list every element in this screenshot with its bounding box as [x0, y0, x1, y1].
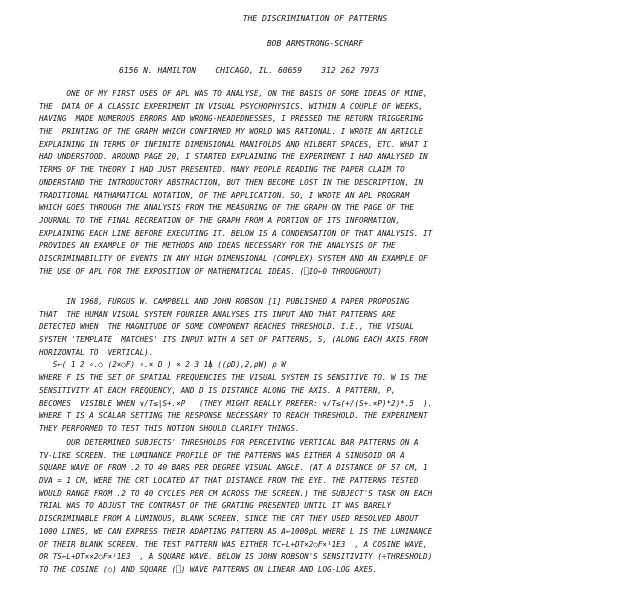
- text-line: EXPLAINING IN TERMS OF INFINITE DIMENSIONAL MANIFOLDS AND HILBERT SPACES, ETC. WHAT I: [39, 139, 428, 149]
- text-line: OF THEIR BLANK SCREEN. THE TEST PATTERN WAS EITHER TC←L+DT×2○F×¹1E3 , A COSINE WAVE,: [39, 539, 428, 549]
- text-line: 1000 LINES, WE CAN EXPRESS THEIR ADAPTING PATTERN AS A←1000ρL WHERE L IS THE LUMINANCE: [39, 526, 433, 536]
- text-line: TERMS OF THE THEORY I HAD JUST PRESENTED. MANY PEOPLE READING THE PAPER CLAIM TO: [39, 165, 405, 175]
- text-line: OUR DETERMINED SUBJECTS' THRESHOLDS FOR PERCEIVING VERTICAL BAR PATTERNS ON A: [39, 438, 419, 447]
- text-line: WHERE T IS A SCALAR SETTING THE RESPONSE NECESSARY TO REACH THRESHOLD. THE EXPERIMENT: [39, 411, 428, 421]
- text-line: HAVING MADE NUMEROUS ERRORS AND WRONG-HEADEDNESSES, I PRESSED THE RETURN TRIGGERING: [39, 114, 424, 124]
- text-line: EXPLAINING EACH LINE BEFORE EXECUTING IT. BELOW IS A CONDENSATION OF THAT ANALYSIS. IT: [39, 228, 433, 238]
- text-line: SENSITIVITY AT EACH FREQUENCY, AND D IS DISTANCE ALONG THE AXIS. A PATTERN, P,: [39, 385, 396, 395]
- text-line: THE USE OF APL FOR THE EXPOSITION OF MATHEMATICAL IDEAS. (⎕IO←0 THROUGHOUT): [39, 266, 382, 276]
- text-line: TRIAL WAS TO ADJUST THE CONTRAST OF THE GRATING PRESENTED UNTIL IT WAS BARELY: [39, 501, 392, 511]
- text-line: JOURNAL TO THE FINAL RECREATION OF THE GRAPH FROM A PORTION OF ITS INFORMATION,: [39, 215, 401, 225]
- paragraph-intro: [39, 88, 624, 278]
- text-line: WHICH GOES THROUGH THE ANALYSIS FROM THE MEASURING OF THE GRAPH ON THE PAGE OF THE: [39, 203, 414, 213]
- text-line: THE PRINTING OF THE GRAPH WHICH CONFIRMED MY WORLD WAS RATIONAL. I WROTE AN ARTICLE: [39, 127, 424, 137]
- text-line: SQUARE WAVE OF FROM .2 TO 40 BARS PER DEGREE VISUAL ANGLE. (AT A DISTANCE OF 57 CM, 1: [39, 463, 428, 473]
- text-line: HORIZONTAL TO VERTICAL).: [39, 347, 154, 357]
- author-address: 6156 N. HAMILTON CHICAGO, IL. 60659 312 262 7973: [119, 66, 380, 75]
- text-line: HAD UNDERSTOOD. AROUND PAGE 20, I STARTED EXPLAINING THE EXPERIMENT I HAD ANALYSED IN: [39, 152, 428, 162]
- text-line: BECOMES VISIBLE WHEN ∨/T≤|S+.×P (THEY MIGHT REALLY PREFER: ∨/T≤(+/(S+.×P)*2)*.5 ).: [39, 398, 433, 408]
- document-author: BOB ARMSTRONG-SCHARF: [266, 39, 364, 48]
- text-line: THE DATA OF A CLASSIC EXPERIMENT IN VISUAL PSYCHOPHYSICS. WITHIN A COUPLE OF WEEKS,: [39, 101, 424, 111]
- paragraph-theory: [39, 296, 624, 436]
- text-line: DETECTED WHEN THE MAGNITUDE OF SOME COMPONENT REACHES THRESHOLD. I.E., THE VISUAL: [39, 322, 414, 332]
- text-line: OR TS←L+DT××2○F×¹1E3 , A SQUARE WAVE. BELOW IS JOHN ROBSON'S SENSITIVITY (÷THRESHOLD): [39, 552, 433, 562]
- text-line: DISCRIMINABILITY OF EVENTS IN ANY HIGH DIMENSIONAL (COMPLEX) SYSTEM AND AN EXAMPLE OF: [39, 253, 428, 263]
- text-line: PROVIDES AN EXAMPLE OF THE METHODS AND IDEAS NECESSARY FOR THE ANALYSIS OF THE: [39, 241, 396, 251]
- text-line: ONE OF MY FIRST USES OF APL WAS TO ANALYSE, ON THE BASIS OF SOME IDEAS OF MINE,: [39, 89, 428, 98]
- text-line: TRADITIONAL MATHAMATICAL NOTATION, OF THE APPLICATION. SO, I WROTE AN APL PROGRAM: [39, 190, 410, 200]
- text-line: WOULD RANGE FROM .2 TO 40 CYCLES PER CM ACROSS THE SCREEN.) THE SUBJECT'S TASK ON EACH: [39, 488, 433, 498]
- text-line: TV-LIKE SCREEN. THE LUMINANCE PROFILE OF THE PATTERNS WAS EITHER A SINUSOID OR A: [39, 450, 405, 460]
- paragraph-experiment: [39, 437, 624, 577]
- text-line: THEY PERFORMED TO TEST THIS NOTION SHOULD CLARIFY THINGS.: [39, 423, 300, 433]
- text-line: WHERE F IS THE SET OF SPATIAL FREQUENCIES THE VISUAL SYSTEM IS SENSITIVE TO. W IS THE: [39, 373, 428, 383]
- text-line: TO THE COSINE (○) AND SQUARE (⎕) WAVE PATTERNS ON LINEAR AND LOG-LOG AXES.: [39, 564, 378, 574]
- text-line: UNDERSTAND THE INTRODUCTORY ABSTRACTION, BUT THEN BECOME LOST IN THE DESCRIPTION, IN: [39, 177, 424, 187]
- text-line: DISCRIMINABLE FROM A LUMINOUS, BLANK SCREEN. SINCE THE CRT THEY USED RESOLVED ABOUT: [39, 514, 419, 524]
- document-title: THE DISCRIMINATION OF PATTERNS: [242, 14, 388, 23]
- text-line: SYSTEM 'TEMPLATE MATCHES' ITS INPUT WITH A SET OF PATTERNS, S, (ALONG EACH AXIS FROM: [39, 335, 428, 345]
- text-line: IN 1968, FURGUS W. CAMPBELL AND JOHN ROBSON [1] PUBLISHED A PAPER PROPOSING: [39, 297, 410, 306]
- text-line: THAT THE HUMAN VISUAL SYSTEM FOURIER ANALYSES ITS INPUT AND THAT PATTERNS ARE: [39, 309, 396, 319]
- text-line: DVA = 1 CM, WERE THE CRT LOCATED AT THAT DISTANCE FROM THE EYE. THE PATTERNS TESTED: [39, 476, 419, 486]
- text-line: S←( 1 2 ∘.○ (2×○F) ∘.× D ) × 2 3 1⍋ ((ρD),2,ρW) ρ W: [39, 360, 286, 370]
